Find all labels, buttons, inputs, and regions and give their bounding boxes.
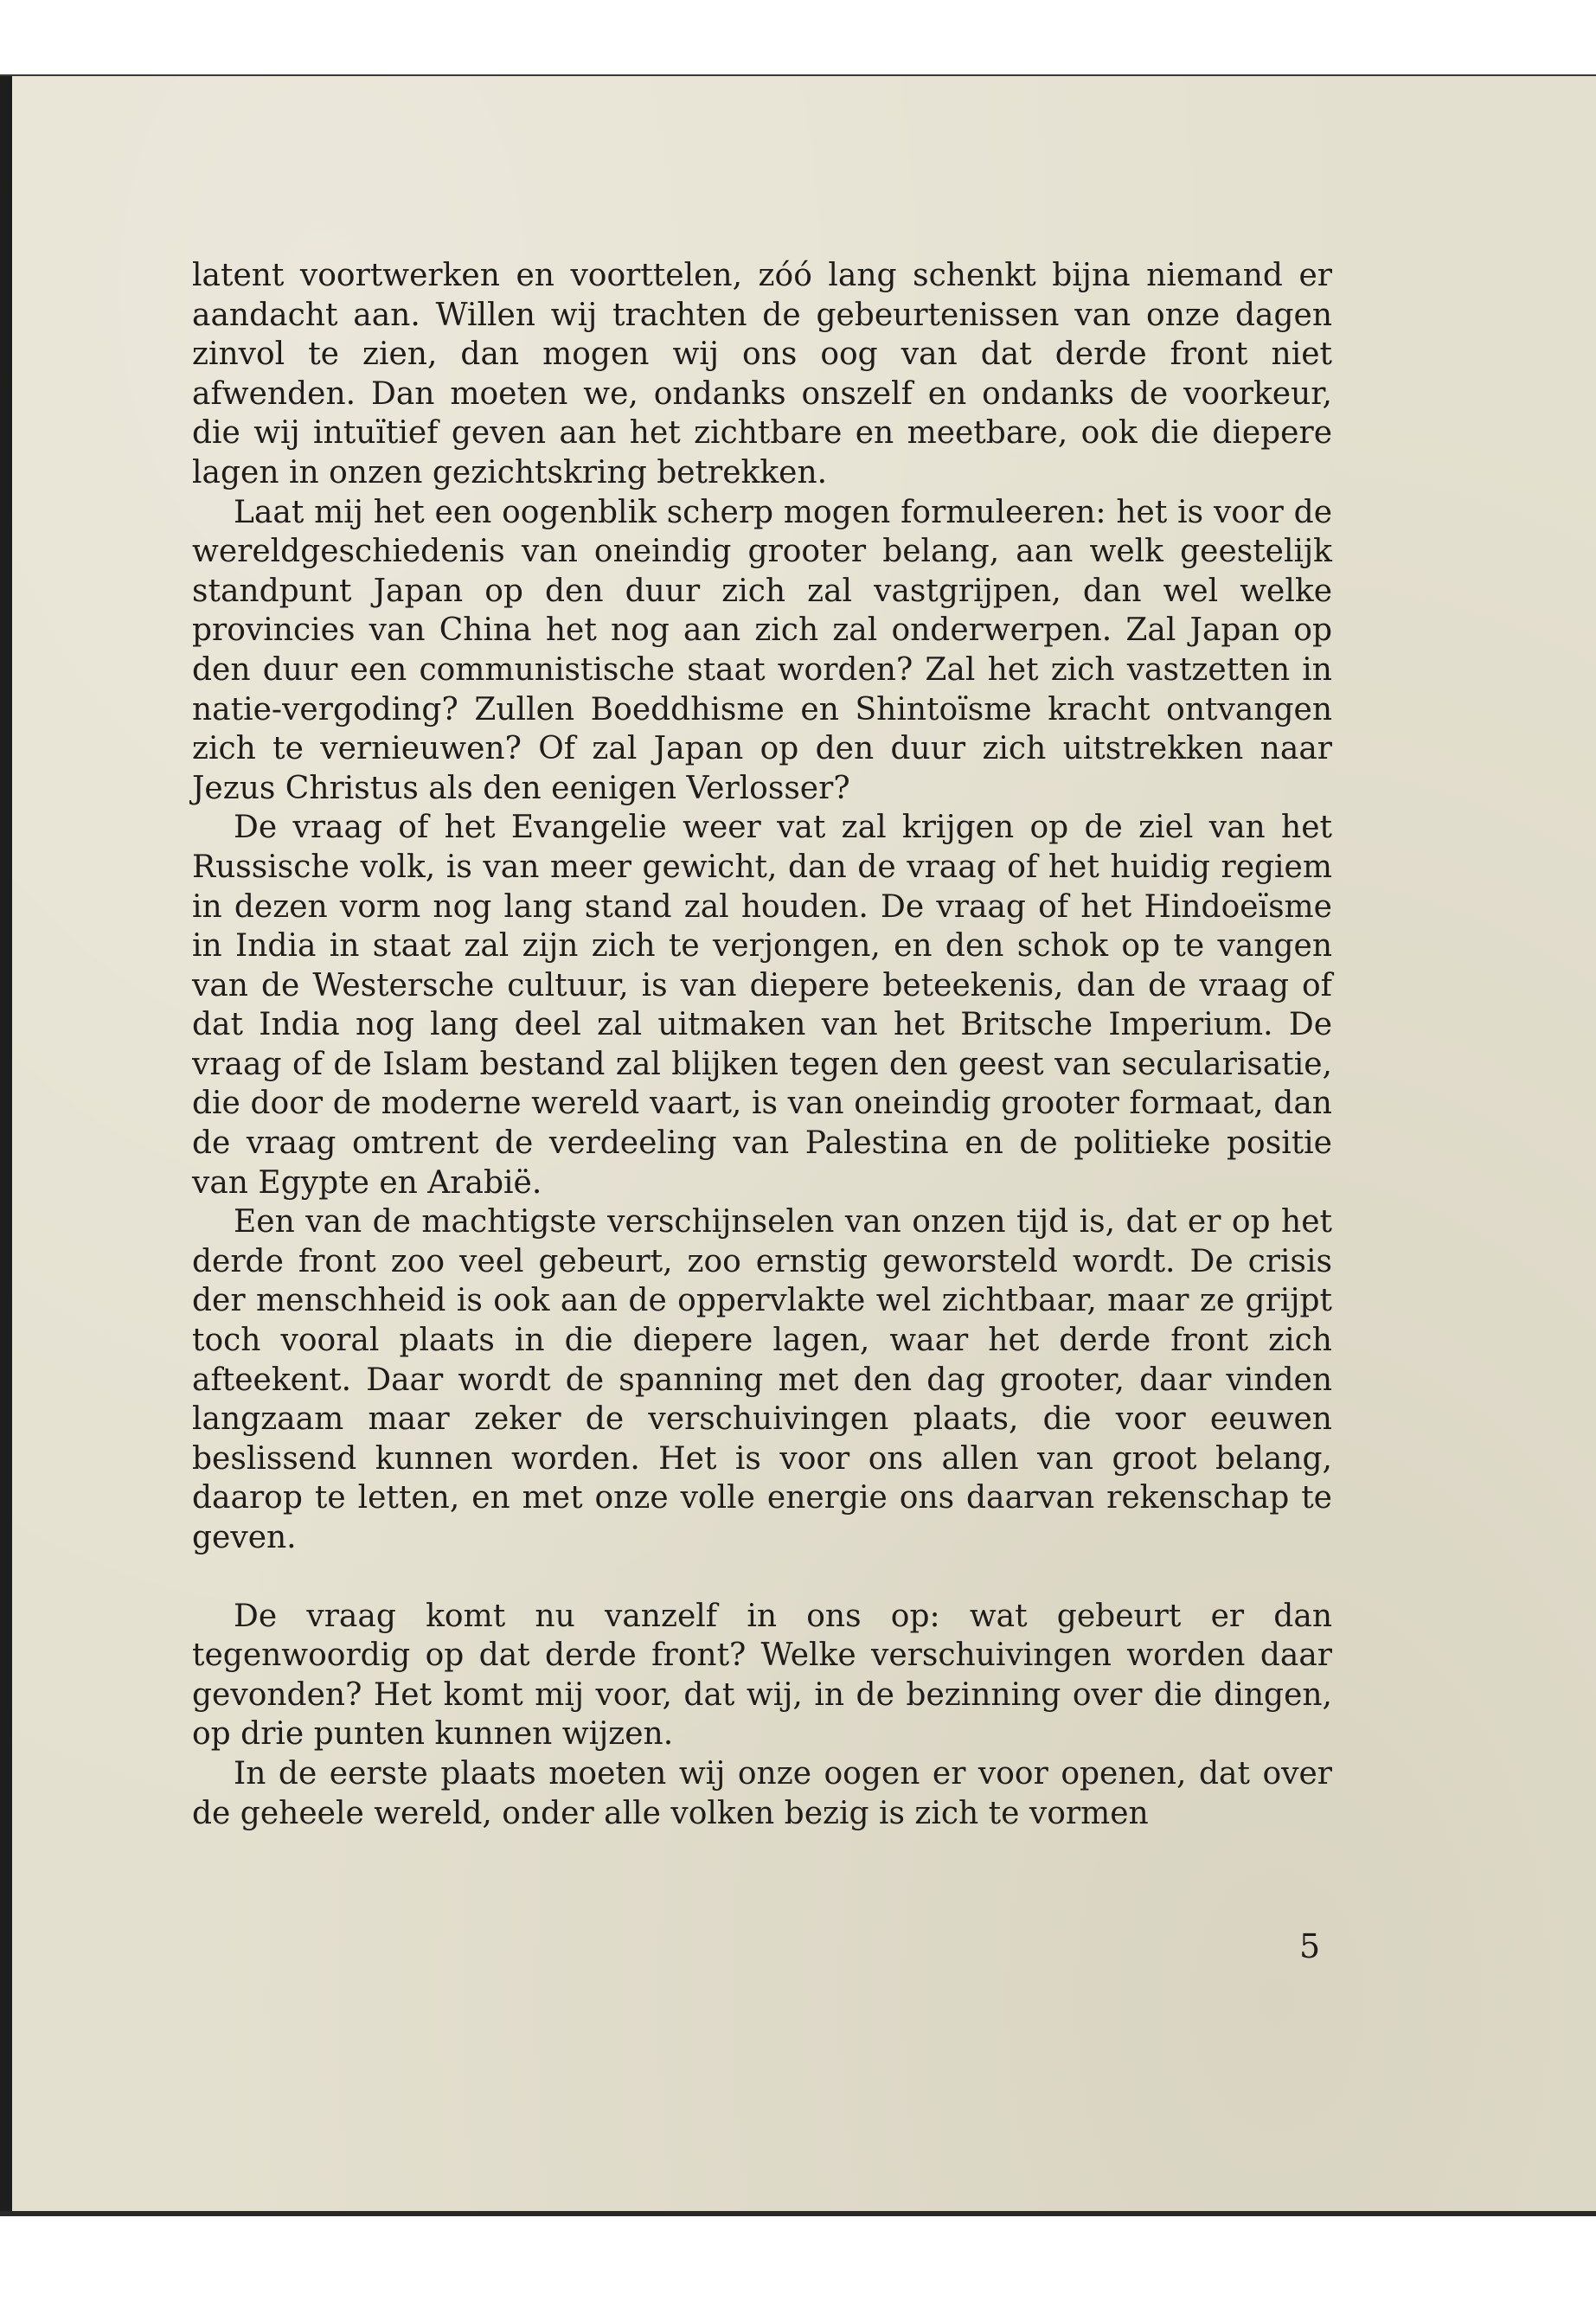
page-left-edge	[0, 76, 12, 2214]
body-text	[192, 256, 1332, 1833]
paragraph: In de eerste plaats moeten wij onze oogen er voor openen, dat over de geheele wereld, onder alle volken bezig is zich te vormen	[192, 1755, 1332, 1831]
page-number: 5	[1299, 1927, 1321, 1965]
paragraph: Een van de machtigste verschijnselen van onzen tijd is, dat er op het derde front zoo veel gebeurt, zoo ernstig geworsteld wordt. De crisis der menschheid is ook aan de oppervlakte wel zichtbaar, maar ze grijpt toch vooral plaats in die diepere lagen, waar het derde front zich afteekent. Daar wordt de spanning met den dag grooter, daar vinden langzaam maar zeker de verschuivingen plaats, die voor eeuwen beslissend kunnen worden. Het is voor ons allen van groot belang, daarop te letten, en met onze volle energie ons daarvan rekenschap te geven.	[192, 1204, 1332, 1555]
page-bottom-edge	[0, 2211, 1596, 2216]
paragraph: De vraag komt nu vanzelf in ons op: wat gebeurt er dan tegenwoordig op dat derde front? Welke verschuivingen worden daar gevonden? Het komt mij voor, dat wij, in de bezinning over die dingen, op drie punten kunnen wijzen.	[192, 1598, 1332, 1753]
paragraph: Laat mij het een oogenblik scherp mogen formuleeren: het is voor de wereldgeschiedenis van oneindig grooter belang, aan welk geestelijk standpunt Japan op den duur zich zal vastgrijpen, dan wel welke provincies van China het nog aan zich zal onderwerpen. Zal Japan op den duur een communistische staat worden? Zal het zich vastzetten in natie-vergoding? Zullen Boeddhisme en Shintoïsme kracht ontvangen zich te vernieuwen? Of zal Japan op den duur zich uitstrekken naar Jezus Christus als den eenigen Verlosser?	[192, 494, 1332, 806]
paragraph: latent voortwerken en voorttelen, zóó lang schenkt bijna niemand er aandacht aan. Willen wij trachten de gebeurtenissen van onze dagen zinvol te zien, dan mogen wij ons oog van dat derde front niet afwenden. Dan moeten we, ondanks onszelf en ondanks de voorkeur, die wij intuïtief geven aan het zichtbare en meetbare, ook die diepere lagen in onzen gezichtskring betrekken.	[192, 258, 1332, 490]
paragraph: De vraag of het Evangelie weer vat zal krijgen op de ziel van het Russische volk, is van meer gewicht, dan de vraag of het huidig regiem in dezen vorm nog lang stand zal houden. De vraag of het Hindoeïsme in India in staat zal zijn zich te verjongen, en den schok op te vangen van de Westersche cultuur, is van diepere beteekenis, dan de vraag of dat India nog lang deel zal uitmaken van het Britsche Imperium. De vraag of de Islam bestand zal blijken tegen den geest van secularisatie, die door de moderne wereld vaart, is van oneindig grooter formaat, dan de vraag omtrent de verdeeling van Palestina en de politieke positie van Egypte en Arabië.	[192, 810, 1332, 1201]
